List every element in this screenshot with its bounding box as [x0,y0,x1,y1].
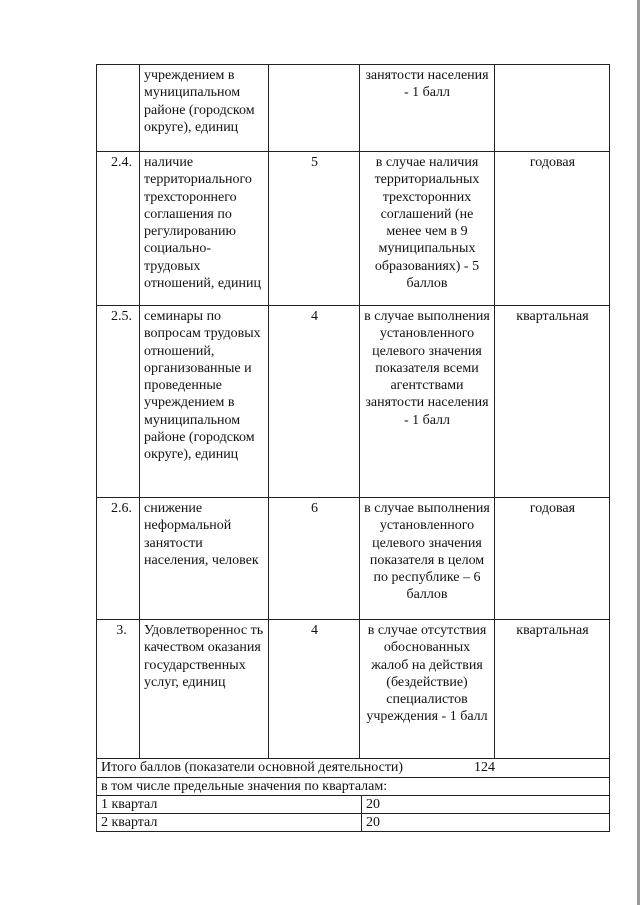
quarter-value: 20 [362,814,610,832]
reporting-period: годовая [495,152,610,306]
indicator-value [269,65,360,152]
scoring-condition: в случае выполнения установленного целевого значения показателя всеми агентствами занятости населения - 1 балл [360,306,495,498]
reporting-period [495,65,610,152]
table-row [97,306,610,498]
table-row [97,65,610,152]
quarters-heading-row [97,778,610,796]
total-value: 124 [474,760,495,775]
reporting-period: квартальная [495,620,610,759]
scoring-condition: занятости населения - 1 балл [360,65,495,152]
indicator-name: Удовлетвореннос ть качеством оказания государственных услуг, единиц [140,620,269,759]
row-number: 2.6. [97,498,140,620]
scoring-condition: в случае выполнения установленного целевого значения показателя в целом по республике – 6 баллов [360,498,495,620]
indicator-name: семинары по вопросам трудовых отношений, организованные и проведенные учреждением в муниципальном районе (городском округе), единиц [140,306,269,498]
quarters-heading: в том числе предельные значения по кварталам: [97,778,610,796]
quarter-label: 1 квартал [97,796,362,814]
total-label: Итого баллов (показатели основной деятельности) [97,759,610,778]
indicator-value: 4 [269,620,360,759]
indicator-value: 5 [269,152,360,306]
table-row [97,814,610,832]
scoring-condition: в случае отсутствия обоснованных жалоб на действия (бездействие) специалистов учреждения - 1 балл [360,620,495,759]
quarter-value: 20 [362,796,610,814]
row-number: 3. [97,620,140,759]
row-number: 2.4. [97,152,140,306]
table-row [97,152,610,306]
indicator-value: 6 [269,498,360,620]
table-row [97,796,610,814]
table-row [97,620,610,759]
indicators-table [96,64,610,759]
reporting-period: годовая [495,498,610,620]
total-row [97,759,610,778]
quarter-label: 2 квартал [97,814,362,832]
scoring-condition: в случае наличия территориальных трехсторонних соглашений (не менее чем в 9 муниципальных образованиях) - 5 баллов [360,152,495,306]
row-number [97,65,140,152]
indicator-name: снижение неформальной занятости населения, человек [140,498,269,620]
indicator-name: учреждением в муниципальном районе (городском округе), единиц [140,65,269,152]
indicator-value: 4 [269,306,360,498]
indicator-name: наличие территориального трехстороннего соглашения по регулированию социально-трудовых отношений, единиц [140,152,269,306]
table-row [97,498,610,620]
row-number: 2.5. [97,306,140,498]
reporting-period: квартальная [495,306,610,498]
totals-table [96,758,610,832]
